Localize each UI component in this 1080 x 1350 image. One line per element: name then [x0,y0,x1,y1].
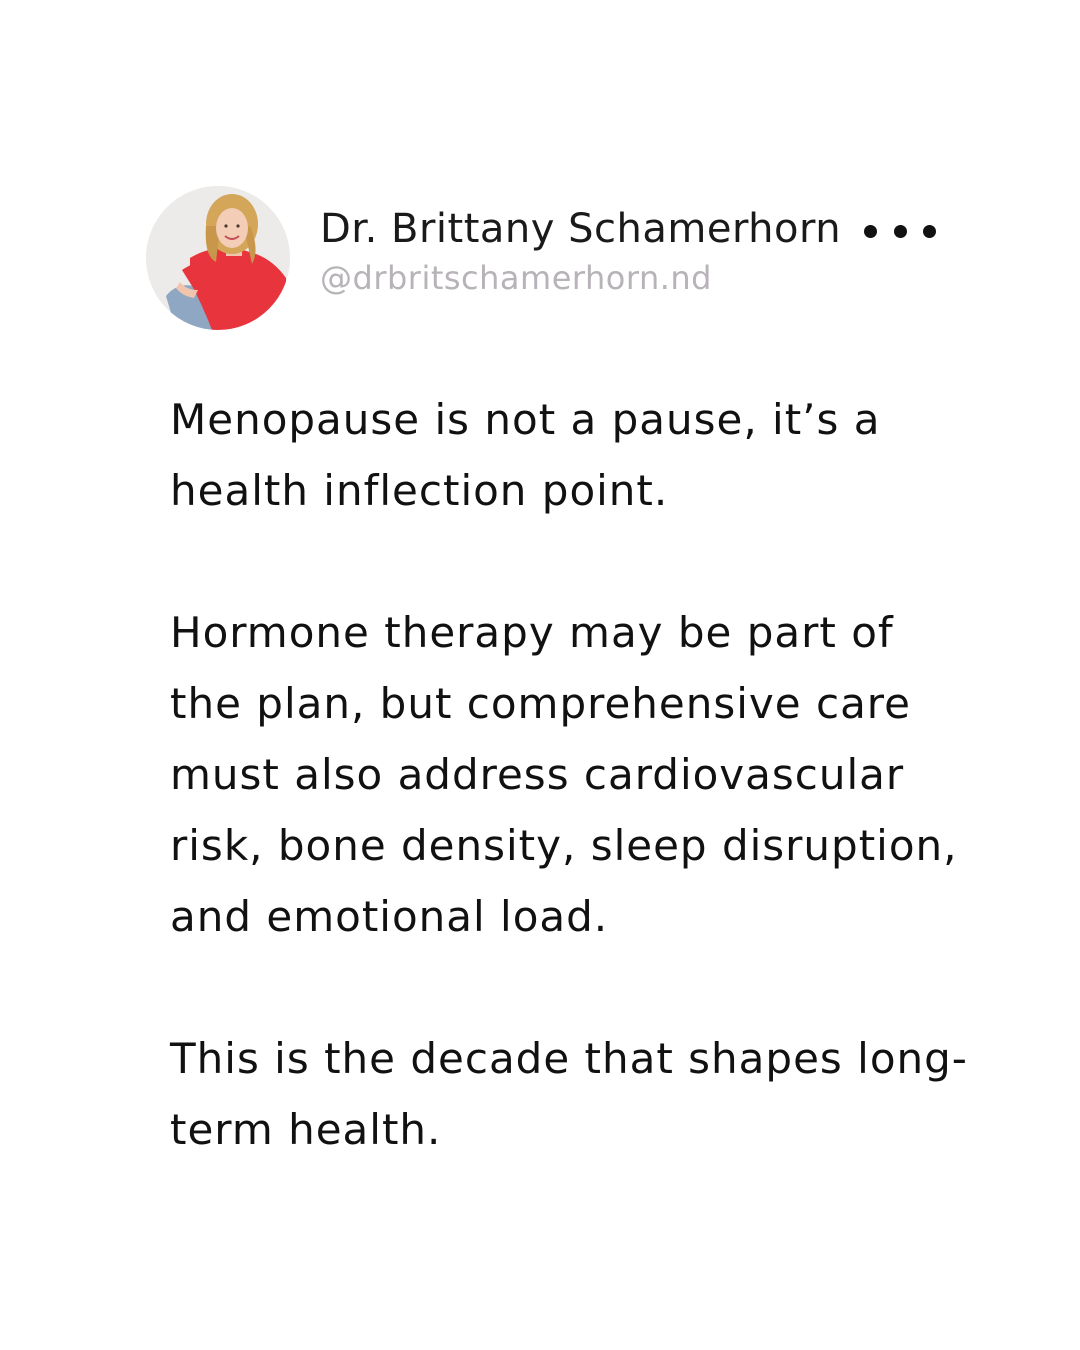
post-paragraph: This is the decade that shapes long-term health. [170,1034,968,1154]
menu-dot [923,225,936,238]
post-paragraph: Menopause is not a pause, it’s a health inflection point. [170,395,881,515]
author-handle[interactable]: @drbritschamerhorn.nd [320,259,712,297]
author-name[interactable]: Dr. Brittany Schamerhorn [320,206,842,252]
more-horizontal-icon[interactable] [864,214,936,248]
menu-dot [894,225,907,238]
avatar[interactable] [146,186,290,330]
post-paragraph: Hormone therapy may be part of the plan, but comprehensive care must also address cardiovascular risk, bone density, sleep disruption, and emotional load. [170,608,958,941]
avatar-photo [146,186,290,330]
post-body [170,384,970,1165]
menu-dot [864,225,877,238]
